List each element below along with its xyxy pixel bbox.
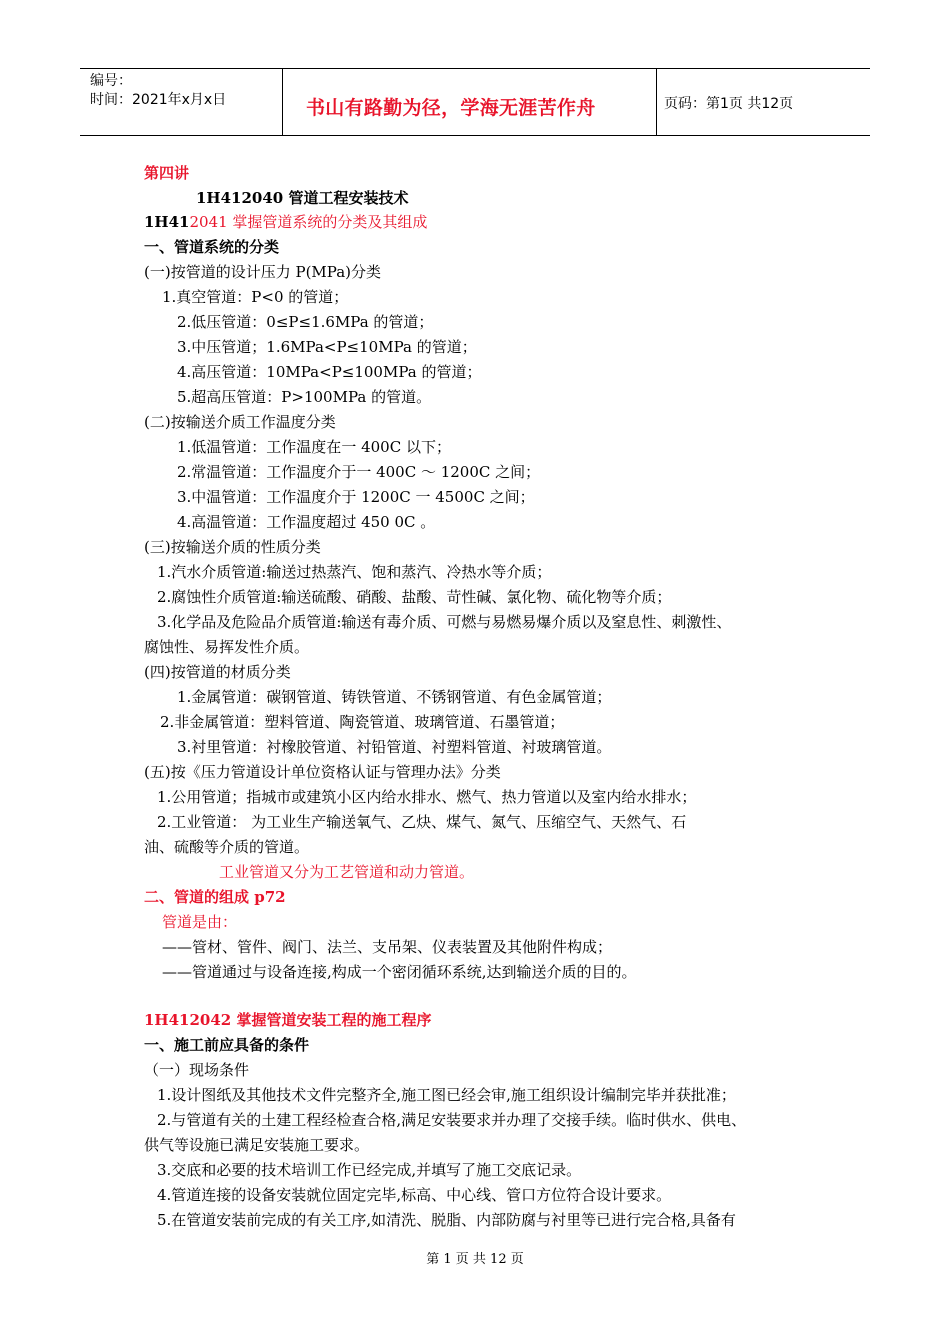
paragraph-line: 1.汽水介质管道:输送过热蒸汽、饱和蒸汽、冷热水等介质； bbox=[157, 563, 552, 581]
paragraph-line: 2.与管道有关的土建工程经检查合格,满足安装要求并办理了交接手续。临时供水、供电、 bbox=[157, 1111, 747, 1129]
paragraph-line: 管道是由： bbox=[162, 913, 238, 931]
subsection-heading bbox=[144, 212, 427, 232]
paragraph-line: 1.设计图纸及其他技术文件完整齐全,施工图已经会审,施工组织设计编制完毕并获批准； bbox=[157, 1086, 736, 1104]
lecture-title: 第四讲 bbox=[144, 164, 190, 182]
paragraph-line: 3.交底和必要的技术培训工作已经完成,并填写了施工交底记录。 bbox=[157, 1161, 582, 1179]
paragraph-line: 5.在管道安装前完成的有关工序,如清洗、脱脂、内部防腐与衬里等已进行完合格,具备有 bbox=[157, 1211, 736, 1229]
paragraph-line: (二)按输送介质工作温度分类 bbox=[144, 413, 336, 431]
paragraph-line: (五)按《压力管道设计单位资格认证与管理办法》分类 bbox=[144, 763, 501, 781]
page-footer: 第 1 页 共 12 页 bbox=[426, 1252, 524, 1267]
header-motto: 书山有路勤为径，学海无涯苦作舟 bbox=[306, 97, 596, 119]
paragraph-line: （一）现场条件 bbox=[144, 1061, 250, 1079]
section-title: 1H412040 管道工程安装技术 bbox=[196, 189, 409, 207]
page-indicator: 页码：第1页 共12页 bbox=[664, 96, 794, 112]
paragraph-line: 3.化学品及危险品介质管道:输送有毒介质、可燃与易燃易爆介质以及窒息性、刺激性、 bbox=[157, 613, 732, 631]
paragraph-line: 3.中温管道：工作温度介于 1200C 一 4500C 之间； bbox=[177, 488, 535, 506]
paragraph-line: 1.低温管道：工作温度在一 400C 以下； bbox=[177, 438, 451, 456]
paragraph-line: (三)按输送介质的性质分类 bbox=[144, 538, 321, 556]
paragraph-line: ——管道通过与设备连接,构成一个密闭循环系统,达到输送介质的目的。 bbox=[162, 963, 637, 981]
paragraph-line: 2.非金属管道：塑料管道、陶瓷管道、玻璃管道、石墨管道； bbox=[160, 713, 565, 731]
header-divider-left bbox=[282, 68, 283, 135]
paragraph-line: 4.管道连接的设备安装就位固定完毕,标高、中心线、管口方位符合设计要求。 bbox=[157, 1186, 672, 1204]
serial-label: 编号： bbox=[90, 73, 132, 89]
paragraph-line: 2.常温管道：工作温度介于一 400C ～ 1200C 之间； bbox=[177, 463, 541, 481]
highlighted-note: 工业管道又分为工艺管道和动力管道。 bbox=[219, 863, 475, 881]
paragraph-line: 供气等设施已满足安装施工要求。 bbox=[144, 1136, 370, 1154]
paragraph-line: 1.公用管道；指城市或建筑小区内给水排水、燃气、热力管道以及室内给水排水； bbox=[157, 788, 697, 806]
paragraph-line: 2.低压管道：0≤P≤1.6MPa 的管道； bbox=[177, 313, 434, 331]
paragraph-line: 3.中压管道；1.6MPa<P≤10MPa 的管道； bbox=[177, 338, 477, 356]
paragraph-line: 1.金属管道：碳钢管道、铸铁管道、不锈钢管道、有色金属管道； bbox=[177, 688, 612, 706]
subsection-title: 2041 掌握管道系统的分类及其组成 bbox=[189, 213, 428, 231]
date-label: 时间：2021年x月x日 bbox=[90, 92, 227, 108]
heading: 二、管道的组成 p72 bbox=[144, 888, 286, 906]
paragraph-line: ——管材、管件、阀门、法兰、支吊架、仪表装置及其他附件构成； bbox=[162, 938, 613, 956]
paragraph-line: (四)按管道的材质分类 bbox=[144, 663, 291, 681]
header-divider-right bbox=[656, 68, 657, 135]
paragraph-line: 2.工业管道： 为工业生产输送氧气、乙炔、煤气、氮气、压缩空气、天然气、石 bbox=[157, 813, 687, 831]
header-bottom-rule bbox=[80, 135, 870, 136]
heading: 一、管道系统的分类 bbox=[144, 238, 280, 256]
paragraph-line: 3.衬里管道：衬橡胶管道、衬铅管道、衬塑料管道、衬玻璃管道。 bbox=[177, 738, 612, 756]
heading: 一、施工前应具备的条件 bbox=[144, 1036, 310, 1054]
header-top-rule bbox=[80, 68, 870, 69]
paragraph-line: 2.腐蚀性介质管道:输送硫酸、硝酸、盐酸、苛性碱、氯化物、硫化物等介质； bbox=[157, 588, 672, 606]
paragraph-line: 4.高压管道：10MPa<P≤100MPa 的管道； bbox=[177, 363, 482, 381]
subsection-title: 1H412042 掌握管道安装工程的施工程序 bbox=[144, 1011, 432, 1029]
subsection-code-prefix: 1H41 bbox=[144, 213, 190, 231]
paragraph-line: 油、硫酸等介质的管道。 bbox=[144, 838, 310, 856]
paragraph-line: 腐蚀性、易挥发性介质。 bbox=[144, 638, 310, 656]
paragraph-line: 4.高温管道：工作温度超过 450 0C 。 bbox=[177, 513, 436, 531]
paragraph-line: 5.超高压管道：P>100MPa 的管道。 bbox=[177, 388, 432, 406]
paragraph-line: (一)按管道的设计压力 P(MPa)分类 bbox=[144, 263, 381, 281]
paragraph-line: 1.真空管道：P<0 的管道； bbox=[162, 288, 349, 306]
